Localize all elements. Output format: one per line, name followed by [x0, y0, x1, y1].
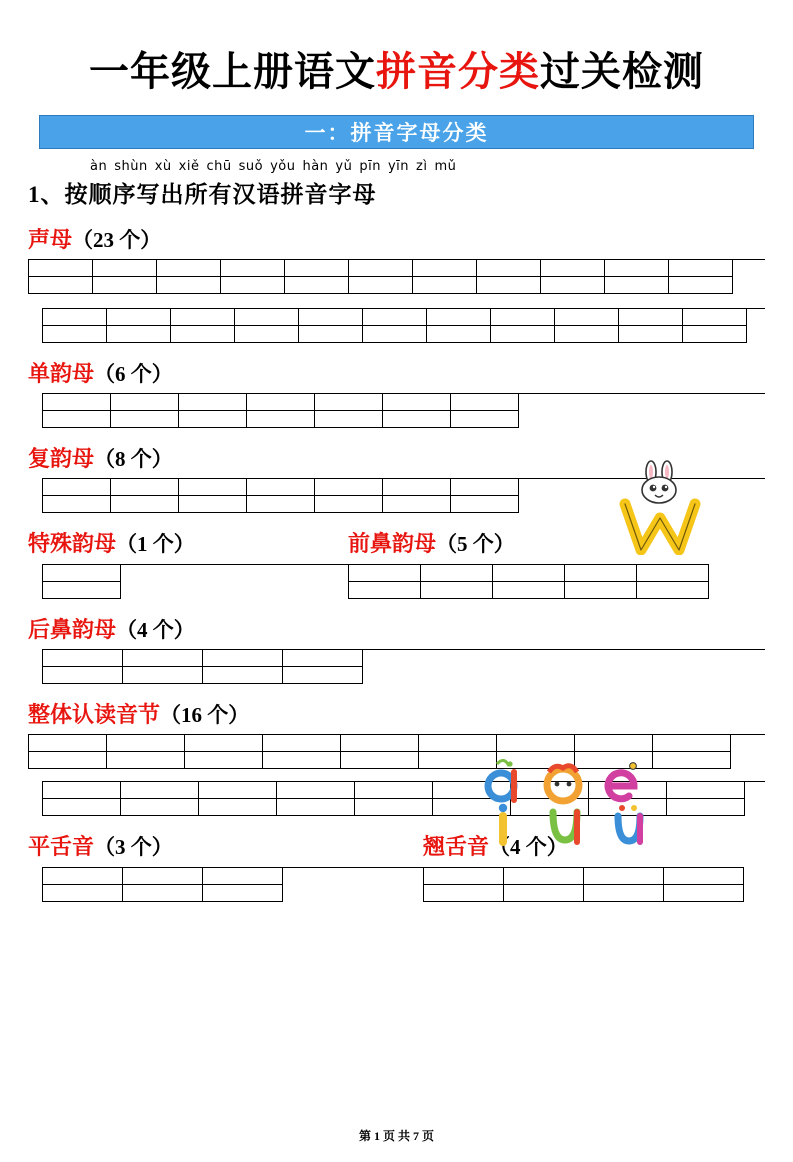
- answer-cell[interactable]: [285, 260, 349, 294]
- group-name: 复韵母: [28, 446, 95, 471]
- answer-cell[interactable]: [123, 868, 203, 902]
- group-count: （3 个）: [94, 835, 173, 859]
- answer-cell-upper[interactable]: [235, 309, 298, 326]
- answer-cell-upper[interactable]: [107, 309, 170, 326]
- group-count: （5 个）: [436, 532, 515, 556]
- answer-cell-lower[interactable]: [283, 667, 362, 684]
- answer-cell-upper[interactable]: [277, 782, 354, 799]
- answer-cell[interactable]: [349, 260, 413, 294]
- answer-cell-lower[interactable]: [203, 667, 282, 684]
- answer-cell-upper[interactable]: [451, 394, 518, 411]
- answer-cell[interactable]: [355, 782, 433, 816]
- answer-cell[interactable]: [619, 309, 683, 343]
- answer-cell-upper[interactable]: [43, 650, 122, 667]
- answer-cell-upper[interactable]: [383, 479, 450, 496]
- answer-cell-lower[interactable]: [413, 277, 476, 294]
- answer-cell-upper[interactable]: [653, 735, 730, 752]
- answer-cell[interactable]: [93, 260, 157, 294]
- answer-cell[interactable]: [491, 309, 555, 343]
- pinyin-syllable: hàn: [302, 159, 329, 174]
- group-count: （23 个）: [72, 228, 162, 252]
- answer-cell[interactable]: [199, 782, 277, 816]
- group-label-danyunmu: [28, 357, 765, 388]
- answer-cell[interactable]: [43, 479, 111, 513]
- answer-cell[interactable]: [157, 260, 221, 294]
- answer-cell[interactable]: [203, 650, 283, 684]
- answer-cell-upper[interactable]: [43, 565, 120, 582]
- answer-cell[interactable]: [43, 394, 111, 428]
- answer-cell[interactable]: [584, 868, 664, 902]
- answer-cell-upper[interactable]: [179, 394, 246, 411]
- group-label-pingshe: [28, 830, 423, 861]
- answer-cell-upper[interactable]: [619, 309, 682, 326]
- group-label-shengmu: [28, 223, 765, 254]
- pinyin-syllable: xiě: [178, 159, 200, 174]
- answer-cell-lower[interactable]: [43, 885, 122, 902]
- answer-cell-upper[interactable]: [413, 260, 476, 277]
- answer-cell[interactable]: [669, 260, 733, 294]
- pinyin-syllable: suǒ: [238, 159, 264, 174]
- answer-cell-upper[interactable]: [43, 394, 110, 411]
- answer-cell-lower[interactable]: [664, 885, 743, 902]
- section-banner-label: 一：拼音字母分类: [304, 121, 489, 145]
- answer-cell-lower[interactable]: [541, 277, 604, 294]
- answer-cell[interactable]: [477, 260, 541, 294]
- pinyin-syllable: yǒu: [270, 159, 296, 174]
- answer-cell-lower[interactable]: [584, 885, 663, 902]
- group-count: （4 个）: [489, 835, 568, 859]
- answer-cell-upper[interactable]: [669, 260, 732, 277]
- group-name: 单韵母: [28, 361, 95, 386]
- answer-cell-lower[interactable]: [383, 411, 450, 428]
- answer-cell-lower[interactable]: [421, 582, 492, 599]
- answer-cell-upper[interactable]: [477, 260, 540, 277]
- answer-cell-upper[interactable]: [575, 735, 652, 752]
- answer-cell-upper[interactable]: [43, 782, 120, 799]
- letters-aoe-decoration: [473, 758, 683, 838]
- answer-cell-lower[interactable]: [683, 326, 746, 343]
- answer-cell-lower[interactable]: [185, 752, 262, 769]
- answer-cell-lower[interactable]: [605, 277, 668, 294]
- group-name: 后鼻韵母: [28, 617, 117, 642]
- answer-cell-lower[interactable]: [107, 326, 170, 343]
- answer-cell-upper[interactable]: [43, 479, 110, 496]
- group-label-teshuyunmu: [28, 527, 348, 558]
- answer-cell[interactable]: [541, 260, 605, 294]
- answer-cell-upper[interactable]: [29, 735, 106, 752]
- answer-cell[interactable]: [427, 309, 491, 343]
- answer-cell-upper[interactable]: [341, 735, 418, 752]
- answer-cell-lower[interactable]: [637, 582, 708, 599]
- answer-cell-upper[interactable]: [451, 479, 518, 496]
- answer-cell-lower[interactable]: [285, 277, 348, 294]
- answer-cell-upper[interactable]: [424, 868, 503, 885]
- answer-cell-lower[interactable]: [43, 496, 110, 513]
- answer-cell-upper[interactable]: [123, 650, 202, 667]
- answer-grid-houbiyunmu[interactable]: [42, 649, 765, 684]
- title-part-1: 一年级上册语文: [89, 49, 376, 94]
- answer-cell-upper[interactable]: [93, 260, 156, 277]
- answer-cell-upper[interactable]: [349, 260, 412, 277]
- answer-cell-upper[interactable]: [43, 868, 122, 885]
- answer-cell[interactable]: [383, 479, 451, 513]
- answer-cell[interactable]: [277, 782, 355, 816]
- answer-cell-lower[interactable]: [179, 411, 246, 428]
- answer-cell-upper[interactable]: [185, 735, 262, 752]
- answer-cell[interactable]: [421, 565, 493, 599]
- group-count: （16 个）: [160, 703, 250, 727]
- title-part-2: 拼音分类: [376, 49, 540, 94]
- answer-cell-upper[interactable]: [283, 650, 362, 667]
- answer-cell-lower[interactable]: [493, 582, 564, 599]
- answer-cell[interactable]: [504, 868, 584, 902]
- answer-cell-lower[interactable]: [504, 885, 583, 902]
- answer-cell[interactable]: [221, 260, 285, 294]
- answer-cell[interactable]: [29, 260, 93, 294]
- group-name: 声母: [28, 227, 73, 252]
- rabbit-letter-w-icon: [605, 460, 715, 555]
- answer-cell[interactable]: [341, 735, 419, 769]
- answer-cell[interactable]: [664, 868, 744, 902]
- answer-cell[interactable]: [683, 309, 747, 343]
- answer-cell-lower[interactable]: [477, 277, 540, 294]
- answer-cell-lower[interactable]: [235, 326, 298, 343]
- answer-cell[interactable]: [605, 260, 669, 294]
- answer-cell[interactable]: [235, 309, 299, 343]
- answer-cell-lower[interactable]: [451, 496, 518, 513]
- answer-grid-danyunmu[interactable]: [42, 393, 765, 428]
- answer-cell-lower[interactable]: [123, 667, 202, 684]
- answer-cell-lower[interactable]: [451, 411, 518, 428]
- answer-cell[interactable]: [111, 394, 179, 428]
- pinyin-syllable: yīn: [387, 159, 410, 174]
- answer-cell[interactable]: [315, 479, 383, 513]
- answer-cell-lower[interactable]: [93, 277, 156, 294]
- answer-cell[interactable]: [43, 868, 123, 902]
- pinyin-syllable: àn: [90, 159, 108, 174]
- answer-cell-upper[interactable]: [683, 309, 746, 326]
- answer-cell-lower[interactable]: [299, 326, 362, 343]
- answer-cell-upper[interactable]: [363, 309, 426, 326]
- answer-cell-upper[interactable]: [315, 394, 382, 411]
- letters-aoeiuu-icon: [473, 758, 683, 848]
- pinyin-syllable: yǔ: [335, 159, 353, 174]
- answer-grid-pingshe[interactable]: [28, 867, 423, 902]
- group-count: （4 个）: [116, 618, 195, 642]
- answer-cell[interactable]: [349, 565, 421, 599]
- answer-cell-lower[interactable]: [383, 496, 450, 513]
- answer-cell-upper[interactable]: [584, 868, 663, 885]
- page-title: [28, 40, 765, 97]
- pinyin-syllable: chū: [206, 159, 232, 174]
- answer-cell[interactable]: [203, 868, 283, 902]
- answer-cell-upper[interactable]: [349, 565, 420, 582]
- question-pinyin-row: [28, 159, 765, 174]
- answer-cell-upper[interactable]: [427, 309, 490, 326]
- group-count: （1 个）: [116, 532, 195, 556]
- group-label-houbiyunmu: [28, 613, 765, 644]
- group-name: 整体认读音节: [28, 702, 161, 727]
- answer-cell-lower[interactable]: [355, 799, 432, 816]
- answer-cell[interactable]: [179, 479, 247, 513]
- answer-cell-lower[interactable]: [341, 752, 418, 769]
- letter-w-rabbit-decoration: [605, 460, 715, 550]
- answer-cell-upper[interactable]: [203, 868, 282, 885]
- answer-cell-lower[interactable]: [123, 885, 202, 902]
- answer-cell-lower[interactable]: [263, 752, 340, 769]
- answer-cell-upper[interactable]: [419, 735, 496, 752]
- answer-cell-lower[interactable]: [221, 277, 284, 294]
- answer-cell-upper[interactable]: [497, 735, 574, 752]
- answer-cell[interactable]: [107, 309, 171, 343]
- answer-cell-upper[interactable]: [491, 309, 554, 326]
- page-footer: 第 1 页 共 7 页: [358, 1129, 434, 1143]
- answer-cell[interactable]: [451, 394, 519, 428]
- answer-grid-qiaoshe[interactable]: [423, 867, 744, 902]
- answer-cell-lower[interactable]: [247, 411, 314, 428]
- answer-cell-lower[interactable]: [315, 496, 382, 513]
- answer-cell[interactable]: [247, 394, 315, 428]
- answer-cell-lower[interactable]: [179, 496, 246, 513]
- answer-cell[interactable]: [315, 394, 383, 428]
- answer-cell-lower[interactable]: [203, 885, 282, 902]
- answer-grid-qianbiyunmu[interactable]: [348, 564, 709, 599]
- answer-cell-lower[interactable]: [247, 496, 314, 513]
- group-name: 特殊韵母: [28, 531, 117, 556]
- answer-cell-upper[interactable]: [107, 735, 184, 752]
- answer-cell-lower[interactable]: [29, 752, 106, 769]
- answer-cell-lower[interactable]: [199, 799, 276, 816]
- answer-cell-upper[interactable]: [171, 309, 234, 326]
- answer-cell-upper[interactable]: [504, 868, 583, 885]
- answer-cell-upper[interactable]: [247, 479, 314, 496]
- answer-cell-lower[interactable]: [491, 326, 554, 343]
- answer-cell[interactable]: [185, 735, 263, 769]
- answer-cell[interactable]: [283, 650, 363, 684]
- answer-cell[interactable]: [171, 309, 235, 343]
- answer-grid-teshuyunmu[interactable]: [28, 564, 348, 599]
- answer-cell-upper[interactable]: [247, 394, 314, 411]
- answer-cell[interactable]: [121, 782, 199, 816]
- answer-cell[interactable]: [43, 309, 107, 343]
- answer-cell[interactable]: [247, 479, 315, 513]
- answer-cell-lower[interactable]: [43, 582, 120, 599]
- pinyin-syllable: pīn: [359, 159, 381, 174]
- answer-cell-upper[interactable]: [29, 260, 92, 277]
- question-line: [28, 176, 765, 209]
- answer-cell-lower[interactable]: [363, 326, 426, 343]
- group-name: 平舌音: [28, 834, 95, 859]
- answer-cell-upper[interactable]: [43, 309, 106, 326]
- answer-cell[interactable]: [383, 394, 451, 428]
- answer-cell-lower[interactable]: [669, 277, 732, 294]
- question-number: 1、: [28, 182, 65, 207]
- answer-cell-upper[interactable]: [565, 565, 636, 582]
- answer-cell-upper[interactable]: [123, 868, 202, 885]
- answer-cell-upper[interactable]: [355, 782, 432, 799]
- answer-cell-lower[interactable]: [565, 582, 636, 599]
- answer-cell-lower[interactable]: [315, 411, 382, 428]
- answer-cell-upper[interactable]: [263, 735, 340, 752]
- answer-grid-shengmu-row2[interactable]: [42, 308, 765, 343]
- answer-cell-lower[interactable]: [171, 326, 234, 343]
- answer-cell-upper[interactable]: [315, 479, 382, 496]
- answer-cell[interactable]: [29, 735, 107, 769]
- answer-cell-upper[interactable]: [637, 565, 708, 582]
- answer-cell[interactable]: [179, 394, 247, 428]
- answer-cell[interactable]: [363, 309, 427, 343]
- answer-cell-lower[interactable]: [349, 277, 412, 294]
- worksheet-page: [0, 40, 793, 1162]
- answer-cell-lower[interactable]: [157, 277, 220, 294]
- pinyin-syllable: zì: [416, 159, 428, 174]
- answer-cell-lower[interactable]: [277, 799, 354, 816]
- answer-cell-upper[interactable]: [383, 394, 450, 411]
- answer-cell[interactable]: [565, 565, 637, 599]
- answer-cell[interactable]: [424, 868, 504, 902]
- answer-cell-upper[interactable]: [605, 260, 668, 277]
- pinyin-syllable: shùn: [114, 159, 148, 174]
- answer-cell[interactable]: [637, 565, 709, 599]
- answer-cell[interactable]: [493, 565, 565, 599]
- answer-cell-lower[interactable]: [43, 799, 120, 816]
- answer-cell-upper[interactable]: [285, 260, 348, 277]
- answer-cell[interactable]: [43, 565, 121, 599]
- answer-cell-upper[interactable]: [555, 309, 618, 326]
- answer-cell[interactable]: [123, 650, 203, 684]
- answer-cell-lower[interactable]: [555, 326, 618, 343]
- answer-cell-upper[interactable]: [493, 565, 564, 582]
- answer-cell-lower[interactable]: [111, 496, 178, 513]
- answer-cell-lower[interactable]: [111, 411, 178, 428]
- section-banner: [39, 115, 754, 149]
- answer-cell[interactable]: [263, 735, 341, 769]
- answer-cell[interactable]: [111, 479, 179, 513]
- answer-cell-upper[interactable]: [157, 260, 220, 277]
- answer-cell-upper[interactable]: [121, 782, 198, 799]
- answer-cell-upper[interactable]: [111, 479, 178, 496]
- question-text: 按顺序写出所有汉语拼音字母: [64, 182, 377, 207]
- answer-grid-shengmu-row1[interactable]: [28, 259, 765, 294]
- answer-cell[interactable]: [299, 309, 363, 343]
- answer-cell-lower[interactable]: [619, 326, 682, 343]
- answer-cell-lower[interactable]: [427, 326, 490, 343]
- title-part-3: 过关检测: [540, 49, 704, 94]
- answer-cell-upper[interactable]: [299, 309, 362, 326]
- answer-cell-upper[interactable]: [541, 260, 604, 277]
- answer-cell-lower[interactable]: [349, 582, 420, 599]
- answer-cell-upper[interactable]: [111, 394, 178, 411]
- answer-cell[interactable]: [451, 479, 519, 513]
- answer-cell-upper[interactable]: [199, 782, 276, 799]
- answer-cell[interactable]: [413, 260, 477, 294]
- answer-cell-lower[interactable]: [29, 277, 92, 294]
- answer-cell-lower[interactable]: [107, 752, 184, 769]
- group-label-qianbiyunmu: [348, 527, 515, 558]
- answer-cell-upper[interactable]: [203, 650, 282, 667]
- answer-cell-lower[interactable]: [43, 411, 110, 428]
- answer-cell-upper[interactable]: [664, 868, 743, 885]
- pinyin-syllable: xù: [154, 159, 172, 174]
- answer-cell[interactable]: [555, 309, 619, 343]
- answer-cell-lower[interactable]: [121, 799, 198, 816]
- answer-cell-upper[interactable]: [221, 260, 284, 277]
- group-name: 前鼻韵母: [348, 531, 437, 556]
- answer-cell[interactable]: [43, 650, 123, 684]
- answer-cell-upper[interactable]: [421, 565, 492, 582]
- group-count: （8 个）: [94, 447, 173, 471]
- answer-cell[interactable]: [43, 782, 121, 816]
- group-label-zhengtirenduyinjie: [28, 698, 765, 729]
- group-count: （6 个）: [94, 362, 173, 386]
- answer-cell-lower[interactable]: [43, 326, 106, 343]
- answer-cell-lower[interactable]: [43, 667, 122, 684]
- answer-cell[interactable]: [107, 735, 185, 769]
- group-name: 翘舌音: [423, 834, 490, 859]
- pinyin-syllable: mǔ: [434, 159, 457, 174]
- answer-cell-lower[interactable]: [424, 885, 503, 902]
- answer-cell-upper[interactable]: [179, 479, 246, 496]
